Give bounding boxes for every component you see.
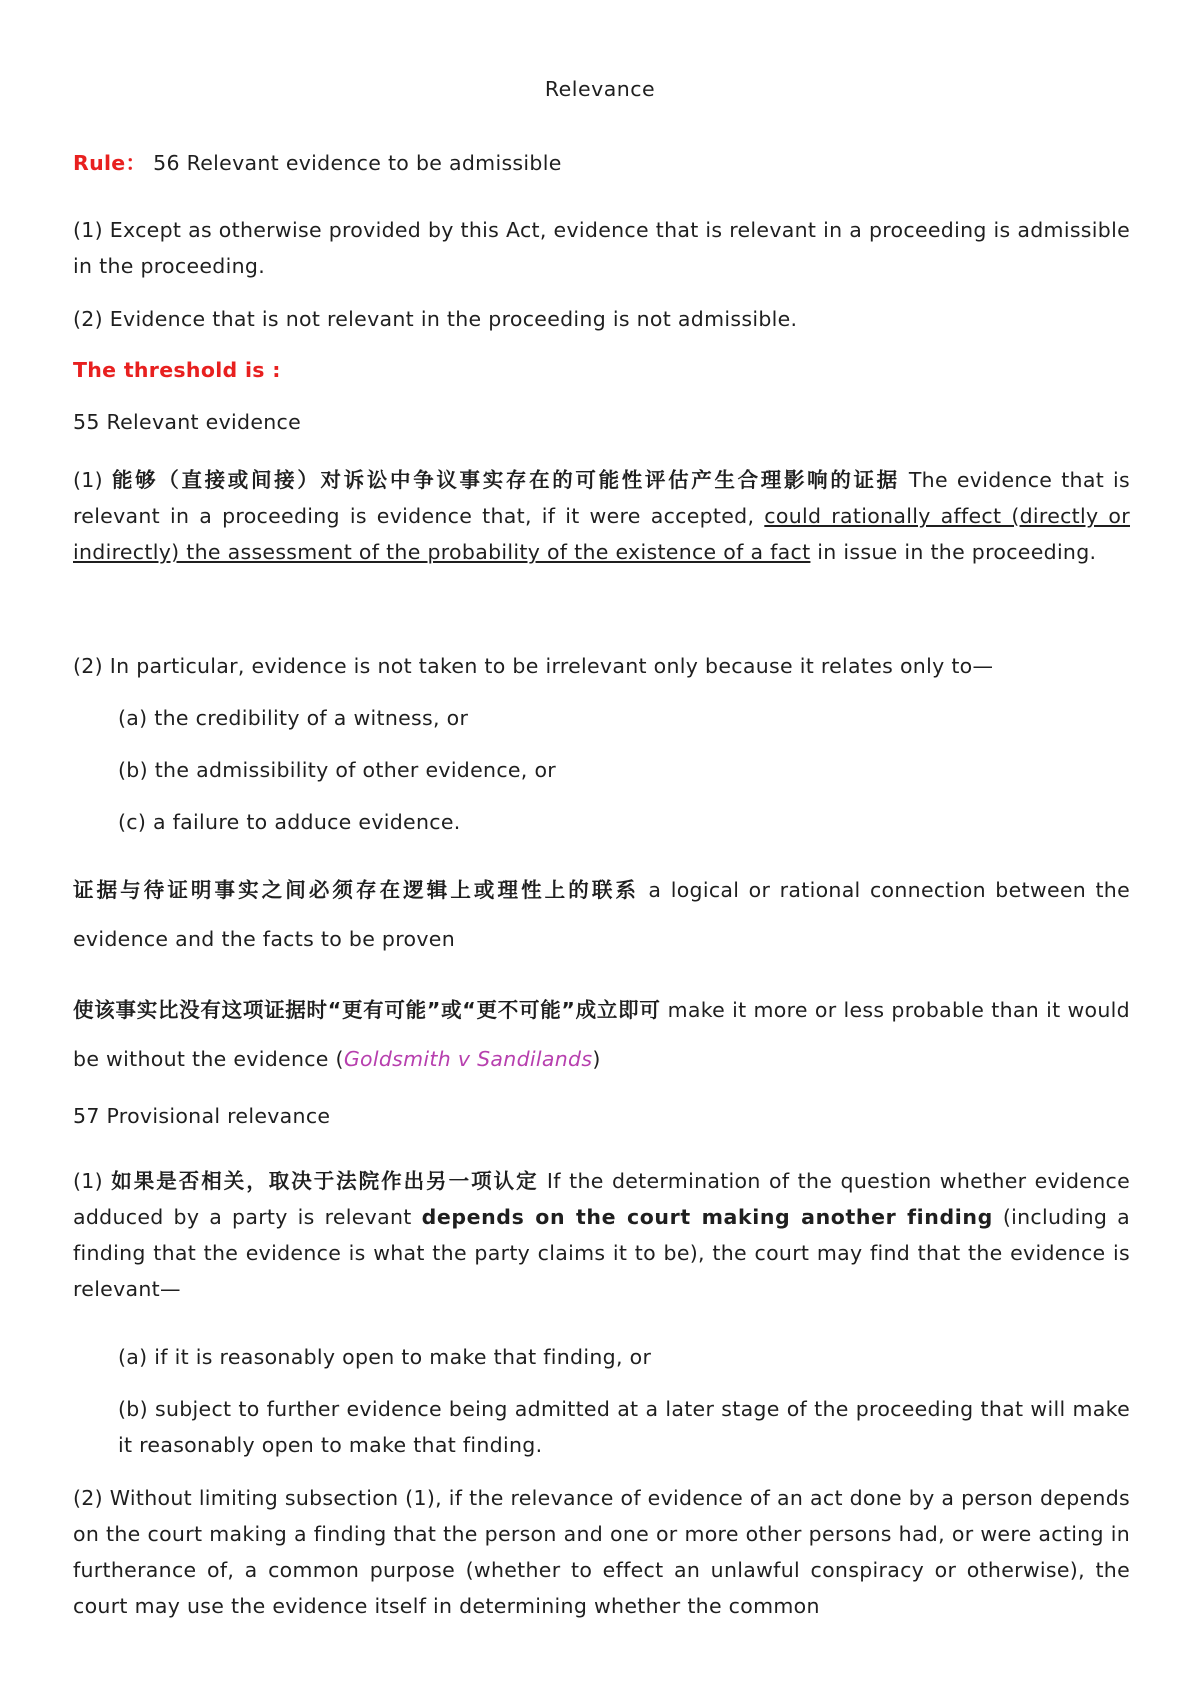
s57-p1-bold: depends on the court making another finding [421,1205,993,1229]
note1-chinese: 证据与待证明事实之间必须存在逻辑上或理性上的联系 [73,878,640,902]
threshold-heading: The threshold is : [73,358,281,382]
s57-heading: 57 Provisional relevance [73,1104,331,1128]
s57-paragraph-2: (2) Without limiting subsection (1), if the relevance of evidence of an act done by a person depends on the court making a finding that the person and one or more other persons had, or were acting in furtherance of, a common purpose (whether to effect an unlawful conspiracy or otherwise), the court may use the evidence itself in determining whether the common [73,1486,1130,1618]
rule-label: Rule： [73,151,147,175]
note-logical-connection [73,866,1130,964]
s55-p1-chinese: 能够（直接或间接）对诉讼中争议事实存在的可能性评估产生合理影响的证据 [111,468,900,492]
s55-paragraph-1 [73,462,1130,570]
case-citation: Goldsmith v Sandilands [343,1047,593,1071]
s55-p1-number: (1) [73,468,112,492]
s57-paragraph-1 [73,1163,1130,1307]
s57-item-b: (b) subject to further evidence being admitted at a later stage of the proceeding that will make it reasonably open to make that finding. [118,1397,1130,1457]
s55-item-b: (b) the admissibility of other evidence, or [118,758,557,782]
note2-english: make it more or less probable than it would be without the evidence ( [73,998,1130,1071]
s57-item-a: (a) if it is reasonably open to make that finding, or [118,1345,652,1369]
s55-p1-text-b: in issue in the proceeding. [810,540,1097,564]
s55-item-a: (a) the credibility of a witness, or [118,706,469,730]
s55-paragraph-2: (2) In particular, evidence is not taken to be irrelevant only because it relates only to— [73,654,994,678]
rule-line [73,145,1130,181]
s57-p1-text-a: If the determination of the question whether evidence adduced by a party is relevant [73,1169,1130,1229]
s57-p1-text-c: (including a finding that the evidence is what the party claims it to be), the court may find that the evidence is relevant— [73,1205,1130,1301]
s56-paragraph-2: (2) Evidence that is not relevant in the proceeding is not admissible. [73,307,798,331]
s55-item-c: (c) a failure to adduce evidence. [118,810,461,834]
s56-paragraph-1: (1) Except as otherwise provided by this Act, evidence that is relevant in a proceeding is admissible in the proceeding. [73,218,1130,278]
s55-p1-underlined: could rationally affect (directly or indirectly) the assessment of the probability of the existence of a fact [73,504,1130,564]
note-probability [73,986,1130,1084]
s57-p1-number: (1) [73,1169,112,1193]
note2-chinese: 使该事实比没有这项证据时“更有可能”或“更不可能”成立即可 [73,998,661,1022]
note1-english: a logical or rational connection between the evidence and the facts to be proven [73,878,1130,951]
page-title: Relevance [544,77,656,101]
s55-p1-text-a: The evidence that is relevant in a proceeding is evidence that, if it were accepted, [73,468,1130,528]
s57-p1-chinese: 如果是否相关，取决于法院作出另一项认定 [111,1169,539,1193]
note2-end: ) [592,1047,601,1071]
rule-text: 56 Relevant evidence to be admissible [146,151,562,175]
s55-heading: 55 Relevant evidence [73,410,302,434]
